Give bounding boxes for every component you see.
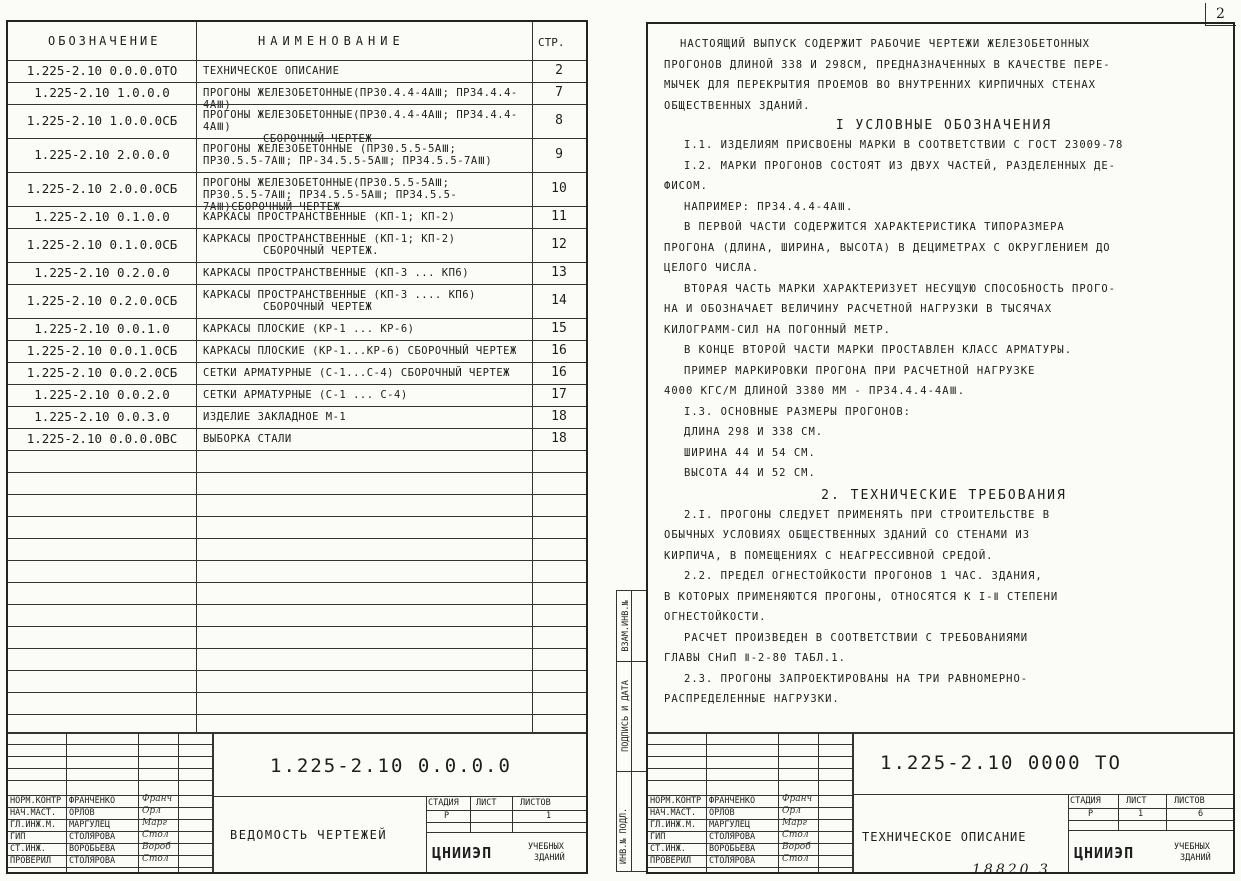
table-row: [8, 340, 586, 362]
person-name: СТОЛЯРОВА: [709, 856, 756, 866]
row-name-line: КАРКАСЫ ПРОСТРАНСТВЕННЫЕ (КП-3 .... КП6): [203, 289, 476, 301]
side-label-sign: ПОДПИСЬ И ДАТА: [621, 680, 631, 752]
blank-divider: [648, 768, 852, 769]
row-name-line: СЕТКИ АРМАТУРНЫЕ (С-1 ... С-4): [203, 389, 408, 401]
row-code: 1.225-2.10 0.0.0.0ТО: [26, 63, 178, 78]
section2-line: РАСЧЕТ ПРОИЗВЕДЕН В СООТВЕТСТВИИ С ТРЕБОВАНИЯМИ: [684, 631, 1029, 644]
row-name-line: КАРКАСЫ ПРОСТРАНСТВЕННЫЕ (КП-1; КП-2): [203, 233, 456, 245]
row-code: 1.225-2.10 0.0.0.0ВС: [26, 431, 178, 446]
person-name: ВОРОБЬЕВА: [709, 844, 756, 854]
section1-line: КИЛОГРАММ-СИЛ НА ПОГОННЫЙ МЕТР.: [664, 323, 891, 336]
row-code: 1.225-2.10 0.0.3.0: [34, 409, 170, 424]
row-code: 1.225-2.10 0.1.0.0СБ: [26, 237, 178, 252]
person-role: ГЛ.ИНЖ.М.: [10, 820, 57, 830]
section1-line: ДЛИНА 298 И 338 СМ.: [684, 426, 824, 438]
section1-line: I.3. ОСНОВНЫЕ РАЗМЕРЫ ПРОГОНОВ:: [684, 405, 911, 418]
empty-row-divider: [8, 670, 586, 671]
empty-row-divider: [8, 582, 586, 583]
person-top-divider: [648, 795, 852, 796]
row-name-line: СБОРОЧНЫЙ ЧЕРТЕЖ: [263, 133, 373, 145]
row-name-line: ПРОГОНЫ ЖЕЛЕЗОБЕТОННЫЕ (ПР30.5.5-5АⅢ;: [203, 143, 457, 155]
row-name: [203, 367, 525, 379]
person-role: НАЧ.МАСТ.: [10, 808, 57, 818]
empty-row-divider: [8, 714, 586, 715]
section2-line: РАСПРЕДЕЛЕННЫЕ НАГРУЗКИ.: [664, 693, 840, 705]
section-title: I УСЛОВНЫЕ ОБОЗНАЧЕНИЯ: [835, 118, 1053, 133]
row-page: 13: [551, 265, 567, 280]
empty-row-divider: [8, 538, 586, 539]
index-sheet: [6, 20, 588, 874]
row-name-line: ПРОГОНЫ ЖЕЛЕЗОБЕТОННЫЕ(ПР30.5.5-5АⅢ;: [203, 177, 450, 189]
person-signature: Франч: [142, 794, 173, 804]
empty-row-divider: [8, 516, 586, 517]
row-code: 1.225-2.10 0.0.1.0СБ: [26, 343, 178, 358]
blank-divider: [648, 780, 852, 781]
row-name-line: ПР30.5.5-7АⅢ; ПР34.5.5-5АⅢ; ПР34.5.5-7АⅢ)СБОРОЧНЫЙ ЧЕРТЕЖ: [203, 189, 458, 213]
empty-row-divider: [8, 648, 586, 649]
row-name: [203, 289, 525, 313]
stage-value: Р: [444, 811, 450, 821]
row-page: 7: [555, 85, 563, 100]
designation-header: ОБОЗНАЧЕНИЕ: [48, 34, 161, 48]
row-name-line: ПР30.5.5-7АⅢ; ПР-34.5.5-5АⅢ; ПР34.5.5-7АⅢ): [203, 155, 493, 167]
section1-line: НАПРИМЕР: ПР34.4.4-4АⅢ.: [684, 200, 854, 213]
row-code: 1.225-2.10 2.0.0.0: [34, 147, 170, 162]
row-code: 1.225-2.10 0.2.0.0СБ: [26, 293, 178, 308]
intro-line: ОБЩЕСТВЕННЫХ ЗДАНИЙ.: [664, 99, 811, 112]
person-role: ГИП: [650, 832, 666, 842]
section2-line: ОБЫЧНЫХ УСЛОВИЯХ ОБЩЕСТВЕННЫХ ЗДАНИЙ СО СТЕНАМИ ИЗ: [664, 529, 1031, 541]
row-name: [203, 323, 525, 335]
person-name: МАРГУЛЕЦ: [709, 820, 750, 830]
section-title: 2. ТЕХНИЧЕСКИЕ ТРЕБОВАНИЯ: [821, 487, 1067, 503]
section1-line: ВТОРАЯ ЧАСТЬ МАРКИ ХАРАКТЕРИЗУЕТ НЕСУЩУЮ СПОСОБНОСТЬ ПРОГО-: [684, 282, 1116, 295]
person-name: СТОЛЯРОВА: [69, 832, 116, 842]
stage-label: СТАДИЯ: [428, 798, 459, 808]
section1-line: I.2. МАРКИ ПРОГОНОВ СОСТОЯТ ИЗ ДВУХ ЧАСТЕЙ, РАЗДЕЛЕННЫХ ДЕ-: [684, 159, 1116, 172]
page-header: СТР.: [538, 36, 565, 49]
row-name-line: КАРКАСЫ ПРОСТРАНСТВЕННЫЕ (КП-3 ... КП6): [203, 267, 470, 279]
row-name-line: ПРОГОНЫ ЖЕЛЕЗОБЕТОННЫЕ(ПР30.4.4-4АⅢ; ПР34.4.4-4АⅢ): [203, 109, 518, 133]
section2-line: 2.I. ПРОГОНЫ СЛЕДУЕТ ПРИМЕНЯТЬ ПРИ СТРОИТЕЛЬСТВЕ В: [684, 508, 1051, 521]
table-row: [8, 228, 586, 262]
row-name-line: КАРКАСЫ ПЛОСКИЕ (КР-1 ... КР-6): [203, 323, 415, 335]
row-code: 1.225-2.10 0.0.1.0: [34, 321, 170, 336]
person-signature: Вороб: [782, 842, 811, 852]
row-name-line: СЕТКИ АРМАТУРНЫЕ (С-1...С-4) СБОРОЧНЫЙ ЧЕРТЕЖ: [203, 367, 510, 379]
blank-divider: [8, 780, 212, 781]
row-page: 8: [555, 113, 563, 128]
text-org-sub2: ЗДАНИЙ: [1180, 853, 1211, 863]
person-name: ВОРОБЬЕВА: [69, 844, 116, 854]
row-divider: [8, 450, 586, 451]
person-role: СТ.ИНЖ.: [650, 844, 686, 854]
section1-line: ЦЕЛОГО ЧИСЛА.: [664, 262, 760, 274]
row-page: 16: [551, 343, 567, 358]
row-code: 1.225-2.10 0.1.0.0: [34, 209, 170, 224]
row-page: 10: [551, 181, 567, 196]
table-row: [8, 206, 586, 228]
section1-line: НА И ОБОЗНАЧАЕТ ВЕЛИЧИНУ РАСЧЕТНОЙ НАГРУЗКИ В ТЫСЯЧАХ: [664, 303, 1053, 315]
section2-line: КИРПИЧА, В ПОМЕЩЕНИЯХ С НЕАГРЕССИВНОЙ СРЕДОЙ.: [664, 549, 994, 562]
row-page: 18: [551, 409, 567, 424]
person-role: ПРОВЕРИЛ: [10, 856, 51, 866]
intro-line: НАСТОЯЩИЙ ВЫПУСК СОДЕРЖИТ РАБОЧИЕ ЧЕРТЕЖИ ЖЕЛЕЗОБЕТОННЫХ: [680, 38, 1091, 50]
person-role: СТ.ИНЖ.: [10, 844, 46, 854]
table-row: [8, 262, 586, 284]
person-signature: Стол: [142, 854, 169, 864]
row-page: 2: [555, 63, 563, 78]
text-sheet-value: 1: [1138, 809, 1144, 819]
title-block-title: ВЕДОМОСТЬ ЧЕРТЕЖЕЙ: [230, 828, 388, 842]
person-divider: [648, 867, 852, 868]
row-page: 12: [551, 237, 567, 252]
row-page: 15: [551, 321, 567, 336]
row-code: 1.225-2.10 1.0.0.0: [34, 85, 170, 100]
row-page: 16: [551, 365, 567, 380]
person-signature: Орл: [782, 806, 801, 816]
row-name: [203, 65, 525, 77]
table-row: [8, 362, 586, 384]
row-name-line: ТЕХНИЧЕСКОЕ ОПИСАНИЕ: [203, 65, 340, 77]
row-name: [203, 143, 525, 167]
row-name-line: ИЗДЕЛИЕ ЗАКЛАДНОЕ М-1: [203, 411, 347, 423]
person-name: ФРАНЧЕНКО: [709, 796, 756, 806]
text-stage-label: СТАДИЯ: [1070, 796, 1101, 806]
row-code: 1.225-2.10 1.0.0.0СБ: [26, 113, 178, 128]
row-name: [203, 411, 525, 423]
section2-line: 2.3. ПРОГОНЫ ЗАПРОЕКТИРОВАНЫ НА ТРИ РАВНОМЕРНО-: [684, 672, 1029, 685]
person-role: ГЛ.ИНЖ.М.: [650, 820, 697, 830]
page-number: 2: [1216, 6, 1225, 22]
description-text: [664, 34, 1224, 710]
text-sheets-value: 6: [1198, 809, 1204, 819]
person-name: МАРГУЛЕЦ: [69, 820, 110, 830]
empty-row-divider: [8, 692, 586, 693]
row-code: 1.225-2.10 0.0.2.0СБ: [26, 365, 178, 380]
table-row: [8, 318, 586, 340]
blank-divider: [8, 744, 212, 745]
person-signature: Стол: [142, 830, 169, 840]
side-label-inv: ИНВ.№ ПОДЛ.: [619, 807, 629, 865]
side-label-replace: ВЗАМ.ИНВ.№: [621, 600, 631, 652]
person-name: ОРЛОВ: [69, 808, 95, 818]
row-name-line: КАРКАСЫ ПРОСТРАНСТВЕННЫЕ (КП-1; КП-2): [203, 211, 456, 223]
text-stage-value: Р: [1088, 809, 1094, 819]
intro-line: ПРОГОНОВ ДЛИНОЙ 338 И 298СМ, ПРЕДНАЗНАЧЕННЫХ В КАЧЕСТВЕ ПЕРЕ-: [664, 58, 1111, 71]
row-name-line: СБОРОЧНЫЙ ЧЕРТЕЖ: [263, 301, 373, 313]
row-page: 17: [551, 387, 567, 402]
side-strip: [616, 590, 647, 872]
table-row: [8, 428, 586, 450]
person-signature: Стол: [782, 830, 809, 840]
org-name: ЦНИИЭП: [432, 844, 493, 862]
section1-line: I.1. ИЗДЕЛИЯМ ПРИСВОЕНЫ МАРКИ В СООТВЕТСТВИИ С ГОСТ 23009-78: [684, 139, 1124, 151]
person-top-divider: [8, 795, 212, 796]
row-page: 11: [551, 209, 567, 224]
row-name: [203, 433, 525, 445]
table-row: [8, 82, 586, 111]
person-name: СТОЛЯРОВА: [709, 832, 756, 842]
row-name: [203, 211, 525, 223]
person-role: НАЧ.МАСТ.: [650, 808, 697, 818]
empty-row-divider: [8, 494, 586, 495]
person-role: ГИП: [10, 832, 26, 842]
person-signature: Стол: [782, 854, 809, 864]
name-header: НАИМЕНОВАНИЕ: [258, 34, 405, 48]
row-name-line: КАРКАСЫ ПЛОСКИЕ (КР-1...КР-6) СБОРОЧНЫЙ ЧЕРТЕЖ: [203, 345, 517, 357]
empty-row-divider: [8, 604, 586, 605]
row-name: [203, 389, 525, 401]
section2-line: ОГНЕСТОЙКОСТИ.: [664, 611, 767, 623]
person-name: ФРАНЧЕНКО: [69, 796, 116, 806]
row-code: 1.225-2.10 0.2.0.0: [34, 265, 170, 280]
section1-line: ПРИМЕР МАРКИРОВКИ ПРОГОНА ПРИ РАСЧЕТНОЙ НАГРУЗКЕ: [684, 364, 1036, 377]
person-role: НОРМ.КОНТР: [10, 796, 62, 806]
person-signature: Марг: [142, 818, 167, 828]
empty-row-divider: [8, 560, 586, 561]
table-row: [8, 138, 586, 172]
person-role: ПРОВЕРИЛ: [650, 856, 691, 866]
person-signature: Франч: [782, 794, 813, 804]
person-signature: Вороб: [142, 842, 171, 852]
row-name: [203, 267, 525, 279]
section1-line: В ПЕРВОЙ ЧАСТИ СОДЕРЖИТСЯ ХАРАКТЕРИСТИКА ТИПОРАЗМЕРА: [684, 221, 1065, 233]
blank-divider: [648, 756, 852, 757]
section2-line: В КОТОРЫХ ПРИМЕНЯЮТСЯ ПРОГОНЫ, ОТНОСЯТСЯ К I-Ⅱ СТЕПЕНИ: [664, 590, 1059, 603]
row-code: 1.225-2.10 2.0.0.0СБ: [26, 181, 178, 196]
sheets-value: 1: [546, 811, 552, 821]
row-name: [203, 345, 525, 357]
text-org-sub1: УЧЕБНЫХ: [1174, 842, 1210, 852]
section1-line: ФИСОМ.: [664, 180, 708, 192]
row-name-line: ВЫБОРКА СТАЛИ: [203, 433, 292, 445]
row-code: 1.225-2.10 0.0.2.0: [34, 387, 170, 402]
person-signature: Марг: [782, 818, 807, 828]
row-name: [203, 233, 525, 257]
row-name-line: ПРОГОНЫ ЖЕЛЕЗОБЕТОННЫЕ(ПР30.4.4-4АⅢ; ПР34.4.4-4АⅢ): [203, 87, 518, 111]
text-sheet: [646, 22, 1235, 874]
person-signature: Орл: [142, 806, 161, 816]
sheets-label: ЛИСТОВ: [520, 798, 551, 808]
row-page: 9: [555, 147, 563, 162]
empty-row-divider: [8, 472, 586, 473]
table-row: [8, 172, 586, 213]
table-row: [8, 284, 586, 318]
person-name: ОРЛОВ: [709, 808, 735, 818]
row-page: 14: [551, 293, 567, 308]
row-page: 18: [551, 431, 567, 446]
table-row: [8, 406, 586, 428]
blank-divider: [648, 744, 852, 745]
section2-line: 2.2. ПРЕДЕЛ ОГНЕСТОЙКОСТИ ПРОГОНОВ 1 ЧАС. ЗДАНИЯ,: [684, 570, 1043, 582]
section1-line: ВЫСОТА 44 И 52 СМ.: [684, 467, 816, 479]
section1-line: ШИРИНА 44 И 54 СМ.: [684, 446, 816, 459]
org-sub1: УЧЕБНЫХ: [528, 842, 564, 852]
table-row: [8, 60, 586, 82]
section1-line: ПРОГОНА (ДЛИНА, ШИРИНА, ВЫСОТА) В ДЕЦИМЕТРАХ С ОКРУГЛЕНИЕМ ДО: [664, 241, 1111, 254]
text-sheet-label: ЛИСТ: [1126, 796, 1147, 806]
empty-row-divider: [8, 626, 586, 627]
person-role: НОРМ.КОНТР: [650, 796, 702, 806]
title-block-code: 1.225-2.10 0.0.0.0: [270, 755, 512, 777]
sheet-label: ЛИСТ: [476, 798, 497, 808]
section1-line: В КОНЦЕ ВТОРОЙ ЧАСТИ МАРКИ ПРОСТАВЛЕН КЛАСС АРМАТУРЫ.: [684, 344, 1073, 356]
text-sheets-label: ЛИСТОВ: [1174, 796, 1205, 806]
table-row: [8, 384, 586, 406]
footer-number: 18820 3: [972, 862, 1051, 878]
table-row: [8, 104, 586, 145]
blank-divider: [8, 756, 212, 757]
org-sub2: ЗДАНИЙ: [534, 853, 565, 863]
intro-line: МЫЧЕК ДЛЯ ПЕРЕКРЫТИЯ ПРОЕМОВ ВО ВНУТРЕННИХ КИРПИЧНЫХ СТЕНАХ: [664, 79, 1096, 91]
section1-line: 4000 КГС/М ДЛИНОЙ 3380 ММ - ПР34.4.4-4АⅢ.: [664, 385, 966, 397]
text-title-block-code: 1.225-2.10 0000 ТО: [880, 752, 1122, 774]
text-title-block-title: ТЕХНИЧЕСКОЕ ОПИСАНИЕ: [862, 830, 1027, 844]
person-name: СТОЛЯРОВА: [69, 856, 116, 866]
row-name-line: СБОРОЧНЫЙ ЧЕРТЕЖ.: [263, 245, 379, 257]
blank-divider: [8, 768, 212, 769]
person-divider: [8, 867, 212, 868]
text-org-name: ЦНИИЭП: [1074, 844, 1135, 862]
section2-line: ГЛАВЫ СНиП Ⅱ-2-80 ТАБЛ.1.: [664, 652, 846, 664]
